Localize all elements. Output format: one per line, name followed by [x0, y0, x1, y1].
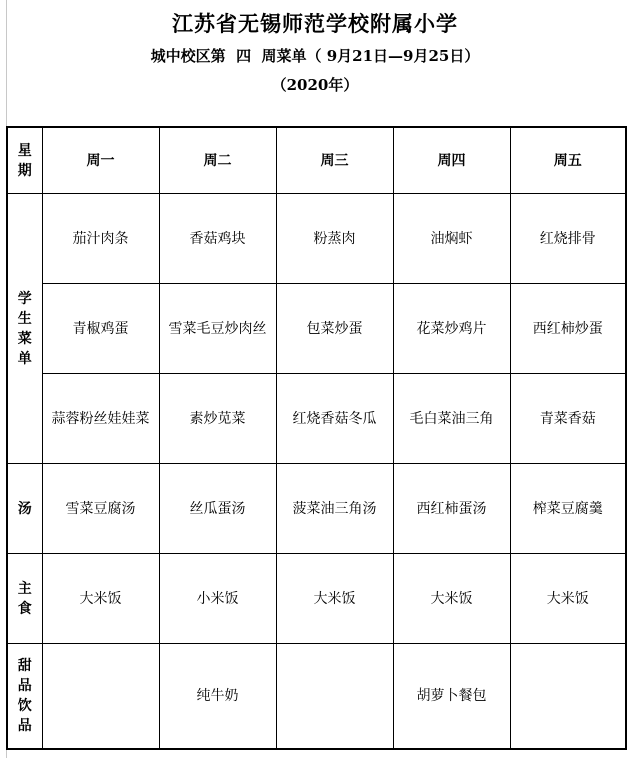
menu-cell: 榨菜豆腐羹	[510, 464, 626, 554]
menu-cell: 西红柿蛋汤	[393, 464, 510, 554]
menu-cell: 粉蒸肉	[276, 194, 393, 284]
category-dessert-drink: 甜品饮品	[7, 644, 42, 750]
weekly-menu-table	[6, 126, 627, 750]
day-header: 周三	[276, 127, 393, 194]
menu-cell: 大米饭	[393, 554, 510, 644]
menu-cell: 丝瓜蛋汤	[159, 464, 276, 554]
table-row	[7, 284, 626, 374]
menu-cell: 小米饭	[159, 554, 276, 644]
menu-cell: 大米饭	[510, 554, 626, 644]
table-row	[7, 554, 626, 644]
menu-cell: 花菜炒鸡片	[393, 284, 510, 374]
menu-cell: 大米饭	[42, 554, 159, 644]
menu-cell: 素炒苋菜	[159, 374, 276, 464]
menu-cell: 红烧排骨	[510, 194, 626, 284]
menu-cell: 红烧香菇冬瓜	[276, 374, 393, 464]
menu-cell	[42, 644, 159, 750]
table-row	[7, 374, 626, 464]
menu-cell: 茄汁肉条	[42, 194, 159, 284]
day-header: 周五	[510, 127, 626, 194]
table-header-row	[7, 127, 626, 194]
day-header: 周二	[159, 127, 276, 194]
menu-cell: 胡萝卜餐包	[393, 644, 510, 750]
category-staple: 主食	[7, 554, 42, 644]
menu-year: （2020年）	[271, 76, 359, 94]
table-row	[7, 194, 626, 284]
day-header: 周四	[393, 127, 510, 194]
menu-cell: 包菜炒蛋	[276, 284, 393, 374]
menu-cell: 青椒鸡蛋	[42, 284, 159, 374]
menu-cell: 纯牛奶	[159, 644, 276, 750]
menu-cell	[510, 644, 626, 750]
table-row	[7, 464, 626, 554]
table-row	[7, 644, 626, 750]
menu-cell	[276, 644, 393, 750]
day-header: 周一	[42, 127, 159, 194]
menu-cell: 油焖虾	[393, 194, 510, 284]
menu-cell: 大米饭	[276, 554, 393, 644]
menu-cell: 西红柿炒蛋	[510, 284, 626, 374]
weekday-corner-label: 星期	[7, 127, 42, 194]
menu-cell: 雪菜豆腐汤	[42, 464, 159, 554]
category-soup: 汤	[7, 464, 42, 554]
menu-cell: 雪菜毛豆炒肉丝	[159, 284, 276, 374]
category-student-menu: 学生菜单	[7, 194, 42, 464]
menu-cell: 蒜蓉粉丝娃娃菜	[42, 374, 159, 464]
menu-cell: 毛白菜油三角	[393, 374, 510, 464]
menu-week-subtitle: 城中校区第 四 周菜单（ 9月21日—9月25日）	[150, 47, 480, 65]
menu-cell: 菠菜油三角汤	[276, 464, 393, 554]
menu-cell: 青菜香菇	[510, 374, 626, 464]
school-title: 江苏省无锡师范学校附属小学	[172, 11, 458, 36]
menu-cell: 香菇鸡块	[159, 194, 276, 284]
